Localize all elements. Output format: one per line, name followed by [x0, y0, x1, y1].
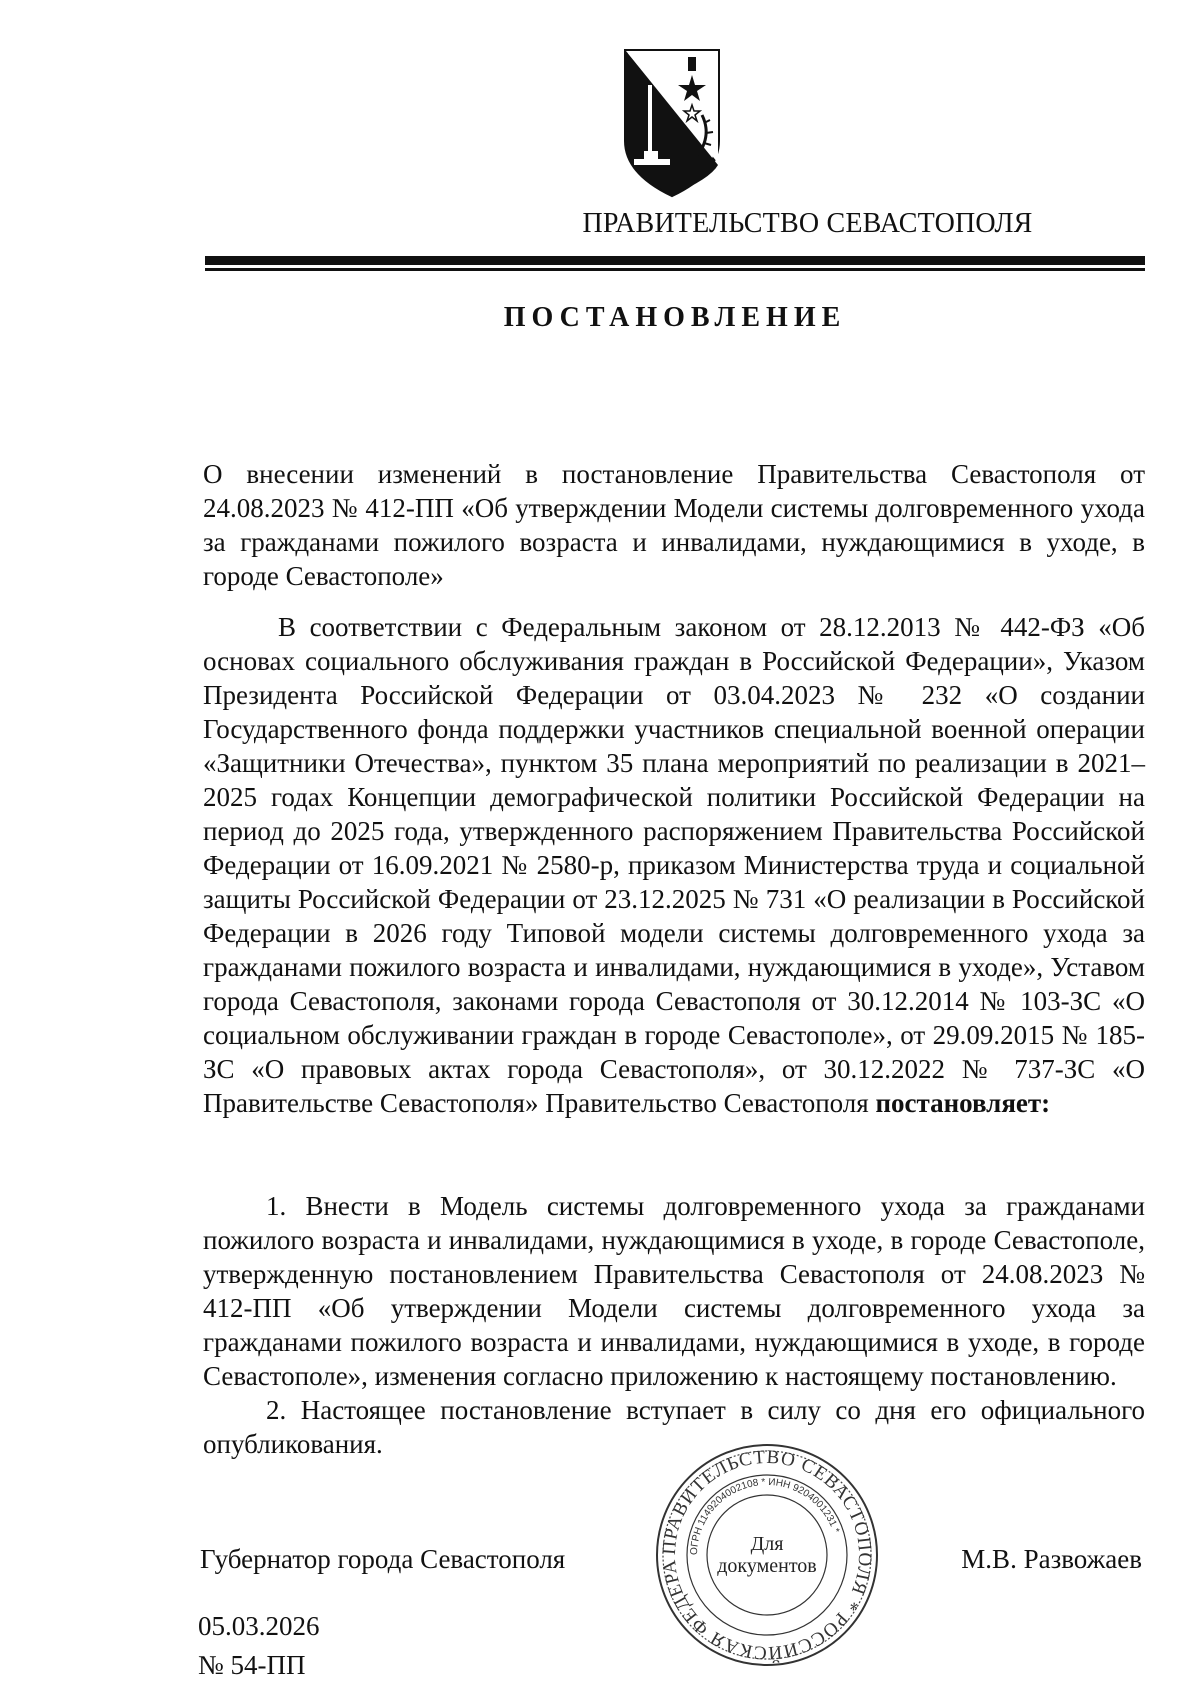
resolution-items [203, 1189, 1145, 1461]
document-type-title: ПОСТАНОВЛЕНИЕ [503, 302, 847, 333]
stamp-inner-text: ОГРН 1149204002108 * ИНН 9204001231 * [688, 1476, 842, 1556]
stamp-center [652, 1440, 882, 1670]
stamp-center-line2: документов [717, 1555, 817, 1577]
stamp-outer-text: ПРАВИТЕЛЬСТВО СЕВАСТОПОЛЯ * РОССИЙСКАЯ ФЕДЕРА [658, 1446, 876, 1664]
signatory-name: М.В. Развожаев [961, 1544, 1142, 1574]
government-name: ПРАВИТЕЛЬСТВО СЕВАСТОПОЛЯ [582, 208, 1033, 239]
stamp-center-line1: Для [750, 1533, 784, 1555]
header-rule-thick [205, 256, 1145, 265]
document-date: 05.03.2026 [198, 1611, 320, 1641]
coat-of-arms-icon [620, 45, 724, 201]
document-subject: О внесении изменений в постановление Правительства Севастополя от 24.08.2023 № 412-ПП «Об утверждении Модели системы долговременного ухода за гражданами пожилого возраста и инвалидами, нуждающимися в уходе, в городе Севастополе» [203, 459, 1145, 591]
header-rule-thin [205, 268, 1145, 271]
document-number: № 54-ПП [198, 1650, 306, 1680]
preamble-text: В соответствии с Федеральным законом от 28.12.2013 № 442-ФЗ «Об основах социального обслуживания граждан в Российской Федерации», Указом Президента Российской Федерации от 03.04.2023 № 232 «О создании Государственного фонда поддержки участников специальной военной операции «Защитники Отечества», пунктом 35 плана мероприятий по реализации в 2021–2025 годах Концепции демографической политики Российской Федерации на период до 2025 года, утвержденного распоряжением Правительства Российской Федерации от 16.09.2021 № 2580-р, приказом Министерства труда и социальной защиты Российской Федерации от 23.12.2025 № 731 «О реализации в Российской Федерации в 2026 году Типовой модели системы долговременного ухода за гражданами пожилого возраста и инвалидами, нуждающимися в уходе», Уставом города Севастополя, законами города Севастополя от 30.12.2014 № 103-ЗС «О социальном обслуживании граждан в городе Севастополе», от 29.09.2015 № 185-ЗС «О правовых актах города Севастополя», от 30.12.2022 № 737-ЗС «О Правительстве Севастополя» Правительство Севастополя [203, 612, 1145, 1118]
resolution-item: 2. Настоящее постановление вступает в силу со дня его официального опубликования. [203, 1395, 1145, 1459]
resolution-item: 1. Внести в Модель системы долговременного ухода за гражданами пожилого возраста и инвалидами, нуждающимися в уходе, в городе Севастополе, утвержденную постановлением Правительства Севастополя от 24.08.2023 № 412-ПП «Об утверждении Модели системы долговременного ухода за гражданами пожилого возраста и инвалидами, нуждающимися в уходе, в городе Севастополе», изменения согласно приложению к настоящему постановлению. [203, 1191, 1145, 1391]
resolves-keyword: постановляет: [875, 1088, 1051, 1118]
official-stamp [652, 1440, 882, 1670]
preamble [203, 610, 1145, 1120]
signatory-title: Губернатор города Севастополя [200, 1544, 566, 1574]
